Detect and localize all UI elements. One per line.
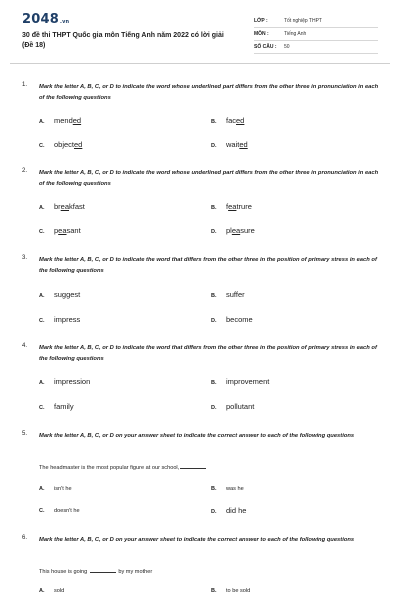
logo-text: 2048: [22, 12, 59, 27]
meta-subject-label: MÔN :: [254, 31, 269, 37]
header-divider: [10, 63, 390, 64]
question-prompt: Mark the letter A, B, C, or D on your answer sheet to indicate the correct answer to each of the following questions: [39, 537, 355, 543]
answer-blank: [180, 463, 206, 469]
option-b[interactable]: B. to be sold: [211, 588, 251, 594]
option-b[interactable]: B. was he: [211, 486, 244, 492]
document-title: 30 đề thi THPT Quốc gia môn Tiếng Anh năm 2022 có lời giải (Đề 18): [22, 32, 224, 49]
option-a[interactable]: A. impression: [39, 377, 91, 386]
option-c[interactable]: C. peasant: [39, 226, 81, 235]
option-c[interactable]: C. doesn't he: [39, 508, 80, 514]
site-logo[interactable]: [22, 12, 69, 27]
question-prompt: Mark the letter A, B, C, or D to indicate the word whose underlined part differs from the other three in pronunciation in each of the following questions: [39, 84, 379, 101]
option-b[interactable]: B. faced: [211, 116, 245, 125]
meta-count-value: 50: [284, 44, 290, 50]
logo-suffix: .vn: [59, 19, 70, 25]
option-a[interactable]: A. isn't he: [39, 486, 72, 492]
option-d[interactable]: D. pollutant: [211, 402, 255, 411]
option-d[interactable]: D. did he: [211, 506, 247, 515]
meta-count-label: SỐ CÂU :: [254, 44, 277, 50]
option-b[interactable]: B. featrure: [211, 202, 252, 211]
meta-divider: [254, 53, 378, 54]
meta-divider: [254, 27, 378, 28]
question-prompt: Mark the letter A, B, C, or D to indicate the word that differs from the other three in the position of primary stress in each of the following questions: [39, 257, 377, 274]
question-number: 2.: [22, 168, 28, 174]
option-b[interactable]: B. suffer: [211, 290, 245, 299]
question-number: 3.: [22, 255, 28, 261]
option-a[interactable]: A. breakfast: [39, 202, 85, 211]
meta-class-label: LỚP :: [254, 18, 268, 24]
option-a[interactable]: A. sold: [39, 588, 65, 594]
question-stem: This house is going by my mother: [39, 569, 153, 575]
question-number: 1.: [22, 82, 28, 88]
question-number: 5.: [22, 431, 28, 437]
question-number: 4.: [22, 343, 28, 349]
option-d[interactable]: D. become: [211, 315, 253, 324]
option-d[interactable]: D. waited: [211, 140, 248, 149]
question-stem: The headmaster is the most popular figure at our school,: [39, 463, 207, 471]
meta-divider: [254, 40, 378, 41]
option-b[interactable]: B. improvement: [211, 377, 270, 386]
meta-subject-value: Tiếng Anh: [284, 31, 307, 37]
option-a[interactable]: A. suggest: [39, 290, 81, 299]
option-a[interactable]: A. mended: [39, 116, 82, 125]
option-c[interactable]: C. family: [39, 402, 74, 411]
answer-blank: [90, 567, 116, 573]
question-prompt: Mark the letter A, B, C, or D to indicate the word that differs from the other three in the position of primary stress in each of the following questions: [39, 345, 377, 362]
option-c[interactable]: C. impress: [39, 315, 81, 324]
option-c[interactable]: C. objected: [39, 140, 83, 149]
meta-class-value: Tốt nghiệp THPT: [284, 18, 322, 24]
question-number: 6.: [22, 535, 28, 541]
question-prompt: Mark the letter A, B, C, or D on your answer sheet to indicate the correct answer to each of the following questions: [39, 433, 355, 439]
question-prompt: Mark the letter A, B, C, or D to indicate the word whose underlined part differs from the other three in pronunciation in each of the following questions: [39, 170, 379, 187]
option-d[interactable]: D. pleasure: [211, 226, 255, 235]
